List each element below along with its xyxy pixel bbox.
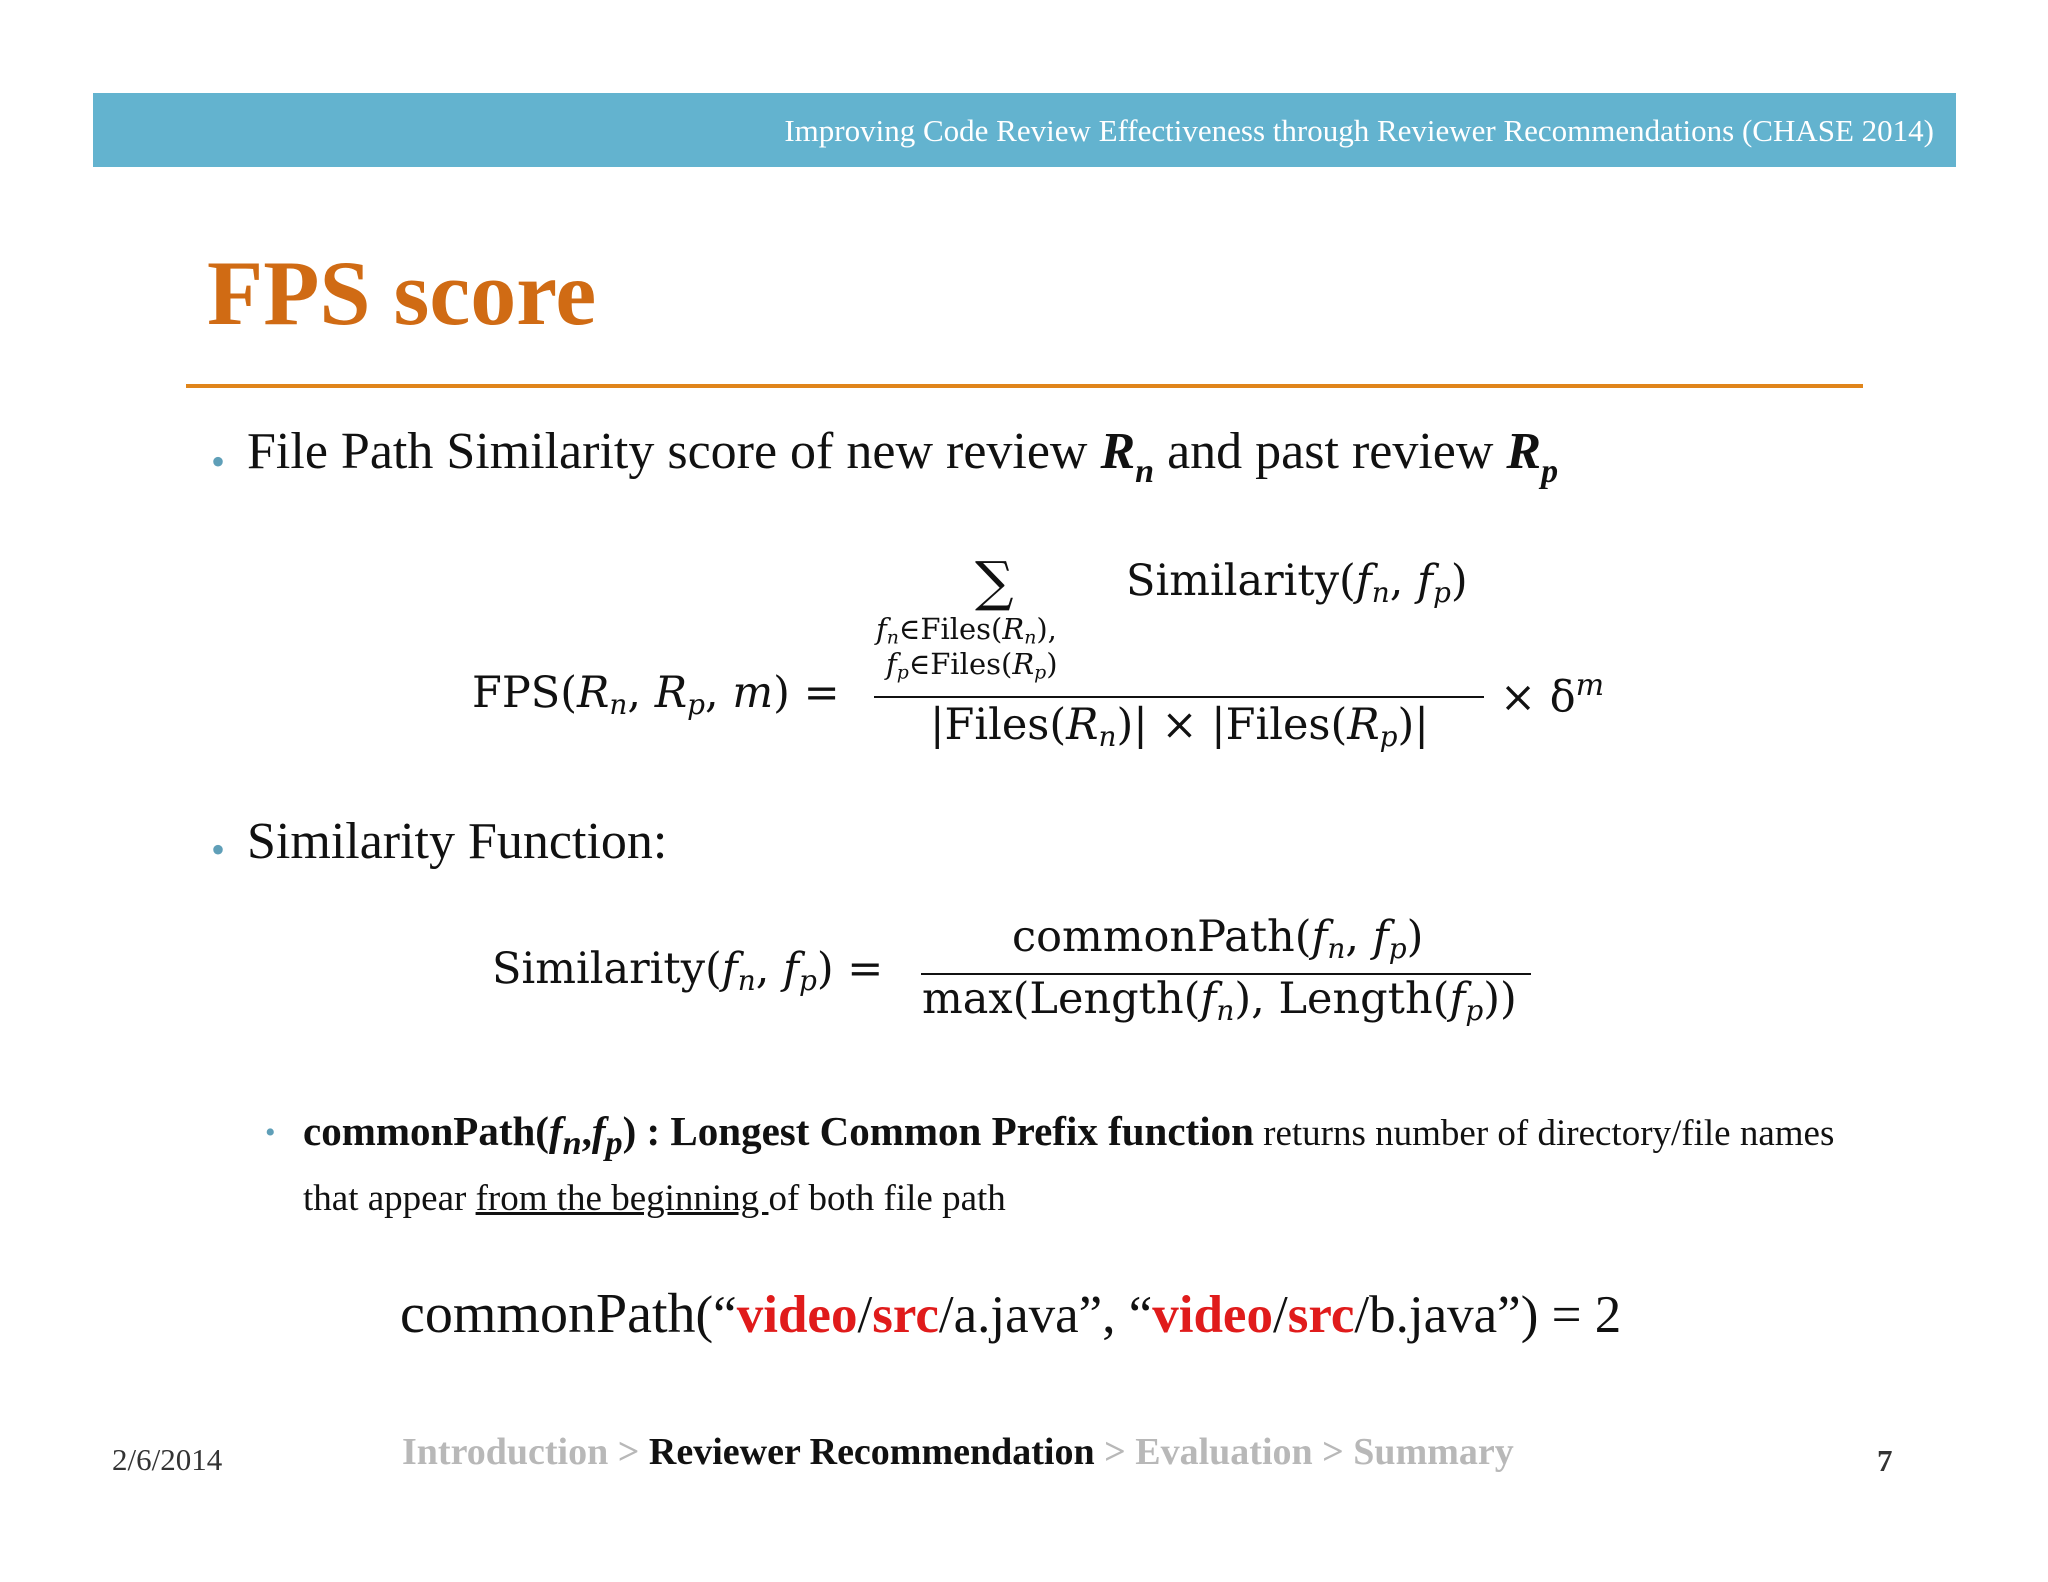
fps-fraction-line (874, 696, 1484, 698)
fps-denominator: $|Files(R_n)|$ × $|Files(R_p)|$ (930, 700, 1429, 753)
fps-numerator: $Similarity(f_n$, $f_p$) (1126, 556, 1468, 609)
bullet-similarity-function: Similarity Function: (247, 813, 668, 870)
title-divider (186, 384, 1863, 388)
bullet-text-middle: and past review (1154, 423, 1507, 480)
bullet-dot-icon: • (211, 827, 226, 872)
commonpath-description: $commonPath(f_n,f_p)$ : Longest Common Prefix function returns number of directory/file names that appear from the beginning of both file path (303, 1108, 1835, 1220)
page-number: 7 (1877, 1443, 1893, 1478)
similarity-numerator: $commonPath(f_n$, $f_p$) (1012, 912, 1424, 965)
var-rp: $R_p$ (1506, 423, 1559, 490)
bullet-text: File Path Similarity score of new review (247, 423, 1101, 480)
fps-lhs: $FPS(R_n$, $R_p$, m) = (472, 668, 840, 721)
header-banner (93, 93, 1956, 167)
footer-date: 2/6/2014 (112, 1442, 223, 1477)
sum-symbol: ∑ (975, 550, 1014, 613)
similarity-denominator: $\max(Length(f_n)$, $Length(f_p)$) (922, 974, 1517, 1027)
underlined-phrase: from the beginning (475, 1178, 769, 1220)
breadcrumb-introduction[interactable]: Introduction (402, 1431, 609, 1473)
sub-bullet-dot-icon: • (265, 1116, 276, 1149)
slide-title: FPS score (207, 242, 597, 344)
commonpath-signature: $commonPath(f_n,f_p)$ : Longest Common Prefix function (303, 1108, 1254, 1163)
var-rn: $R_n$ (1100, 423, 1155, 490)
section-breadcrumb: Introduction > Reviewer Recommendation > Evaluation > Summary (402, 1431, 1514, 1473)
sum-condition-2: $f_p\in Files(R_p)$ (886, 647, 1058, 684)
breadcrumb-summary[interactable]: Summary (1353, 1431, 1514, 1473)
commonpath-example: commonPath(“video/src/a.java”, “video/src/b.java”) = 2 (400, 1283, 1622, 1345)
fps-delta-term: × $\delta^m$ (1500, 668, 1605, 723)
bullet-dot-icon: • (211, 439, 226, 484)
similarity-lhs: $Similarity(f_n$, $f_p$) = (492, 944, 884, 997)
breadcrumb-evaluation[interactable]: Evaluation (1135, 1431, 1313, 1473)
sum-condition-1: $f_n\in Files(R_n)$, (876, 612, 1057, 649)
breadcrumb-reviewer-recommendation[interactable]: Reviewer Recommendation (648, 1431, 1095, 1473)
bullet-fps-definition (247, 422, 1558, 491)
banner-text: Improving Code Review Effectiveness through Reviewer Recommendations (CHASE 2014) (784, 113, 1934, 148)
